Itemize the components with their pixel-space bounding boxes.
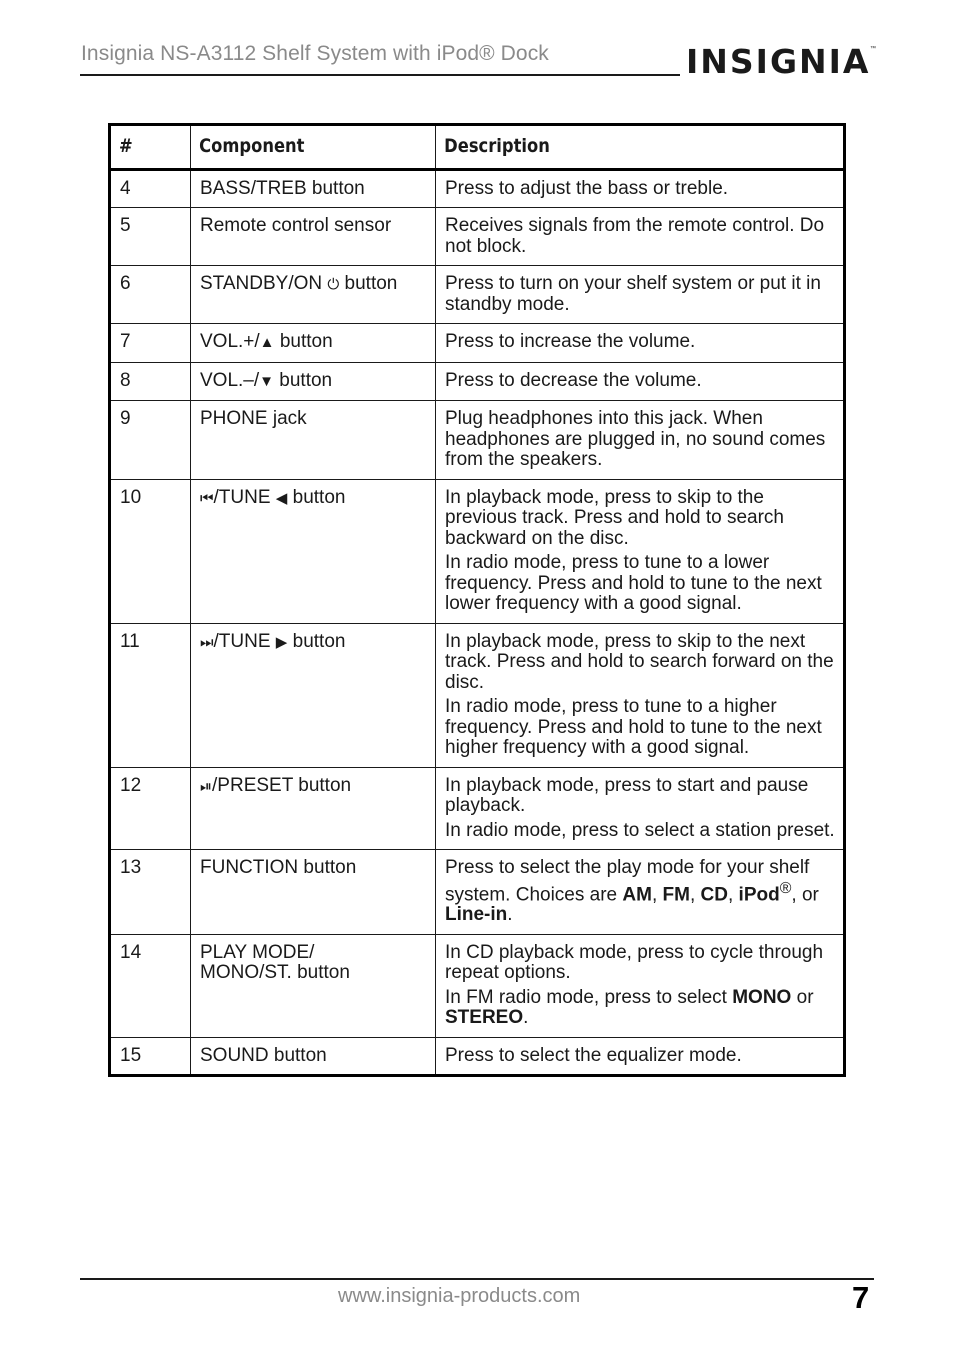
row-component: PLAY MODE/ MONO/ST. button bbox=[191, 934, 436, 1037]
table-row bbox=[110, 324, 845, 363]
table-row bbox=[110, 767, 845, 850]
triangle-down-icon: ▼ bbox=[259, 372, 275, 390]
row-component: ⏯/PRESET button bbox=[191, 767, 436, 850]
footer-divider bbox=[80, 1278, 874, 1280]
triangle-up-icon: ▲ bbox=[259, 334, 275, 351]
table-row bbox=[110, 934, 845, 1037]
row-number: 11 bbox=[110, 623, 191, 767]
logo-trademark: ™ bbox=[870, 46, 876, 52]
row-description: Press to select the equalizer mode. bbox=[436, 1037, 845, 1076]
table-row bbox=[110, 479, 845, 623]
row-description: Press to select the play mode for your shelf system. Choices are AM, FM, CD, iPod®, or Line-in. bbox=[436, 850, 845, 935]
components-table bbox=[108, 123, 846, 1077]
row-component: PHONE jack bbox=[191, 401, 436, 480]
row-number: 6 bbox=[110, 266, 191, 324]
row-description: Press to increase the volume. bbox=[436, 324, 845, 363]
row-description: In playback mode, press to skip to the next track. Press and hold to search forward on the disc. In radio mode, press to tune to a higher frequency. Press and hold to tune to the next higher frequency with a good signal. bbox=[436, 623, 845, 767]
skip-next-icon: ⏭ bbox=[200, 633, 214, 651]
row-number: 14 bbox=[110, 934, 191, 1037]
row-number: 7 bbox=[110, 324, 191, 363]
row-number: 4 bbox=[110, 169, 191, 208]
row-description: Press to decrease the volume. bbox=[436, 362, 845, 401]
header-description: Description bbox=[436, 125, 788, 170]
table-row bbox=[110, 1037, 845, 1076]
row-description: Press to turn on your shelf system or put it in standby mode. bbox=[436, 266, 845, 324]
insignia-logo bbox=[686, 34, 878, 90]
row-description: Press to adjust the bass or treble. bbox=[436, 169, 845, 208]
row-component: ⏭/TUNE ▶ button bbox=[191, 623, 436, 767]
table-row bbox=[110, 266, 845, 324]
row-component: VOL.–/▼ button bbox=[191, 362, 436, 401]
row-component: BASS/TREB button bbox=[191, 169, 436, 208]
table-row bbox=[110, 623, 845, 767]
table-row bbox=[110, 169, 845, 208]
page-number: 7 bbox=[852, 1280, 870, 1315]
row-number: 8 bbox=[110, 362, 191, 401]
header-number: # bbox=[110, 125, 180, 170]
row-component: ⏮/TUNE ◀ button bbox=[191, 479, 436, 623]
row-description: In playback mode, press to start and pause playback. In radio mode, press to select a station preset. bbox=[436, 767, 845, 850]
row-number: 10 bbox=[110, 479, 191, 623]
logo-text: INSIGNIA bbox=[686, 42, 871, 81]
row-number: 13 bbox=[110, 850, 191, 935]
table-header-row bbox=[110, 125, 845, 170]
table-row bbox=[110, 208, 845, 266]
header-component: Component bbox=[191, 125, 402, 170]
row-description: Receives signals from the remote control. Do not block. bbox=[436, 208, 845, 266]
row-component: FUNCTION button bbox=[191, 850, 436, 935]
row-description: Plug headphones into this jack. When headphones are plugged in, no sound comes from the speakers. bbox=[436, 401, 845, 480]
row-number: 12 bbox=[110, 767, 191, 850]
row-component: STANDBY/ON ⏻ button bbox=[191, 266, 436, 324]
row-component: Remote control sensor bbox=[191, 208, 436, 266]
header-divider bbox=[80, 74, 680, 76]
row-description: In CD playback mode, press to cycle through repeat options. In FM radio mode, press to select MONO or STEREO. bbox=[436, 934, 845, 1037]
row-number: 5 bbox=[110, 208, 191, 266]
table-row bbox=[110, 850, 845, 935]
table-row bbox=[110, 362, 845, 401]
row-number: 9 bbox=[110, 401, 191, 480]
row-description: In playback mode, press to skip to the previous track. Press and hold to search backward on the disc. In radio mode, press to tune to a lower frequency. Press and hold to tune to the next lower frequency with a good signal. bbox=[436, 479, 845, 623]
skip-previous-icon: ⏮ bbox=[200, 489, 214, 507]
triangle-left-icon: ◀ bbox=[275, 489, 288, 507]
triangle-right-icon: ▶ bbox=[275, 633, 288, 651]
row-component: SOUND button bbox=[191, 1037, 436, 1076]
row-component: VOL.+/▲ button bbox=[191, 324, 436, 363]
power-icon: ⏻ bbox=[327, 276, 340, 293]
play-pause-icon: ⏯ bbox=[200, 777, 213, 795]
document-title: Insignia NS-A3112 Shelf System with iPod® Dock bbox=[81, 42, 549, 65]
table-row bbox=[110, 401, 845, 480]
footer-url: www.insignia-products.com bbox=[338, 1285, 581, 1307]
row-number: 15 bbox=[110, 1037, 191, 1076]
